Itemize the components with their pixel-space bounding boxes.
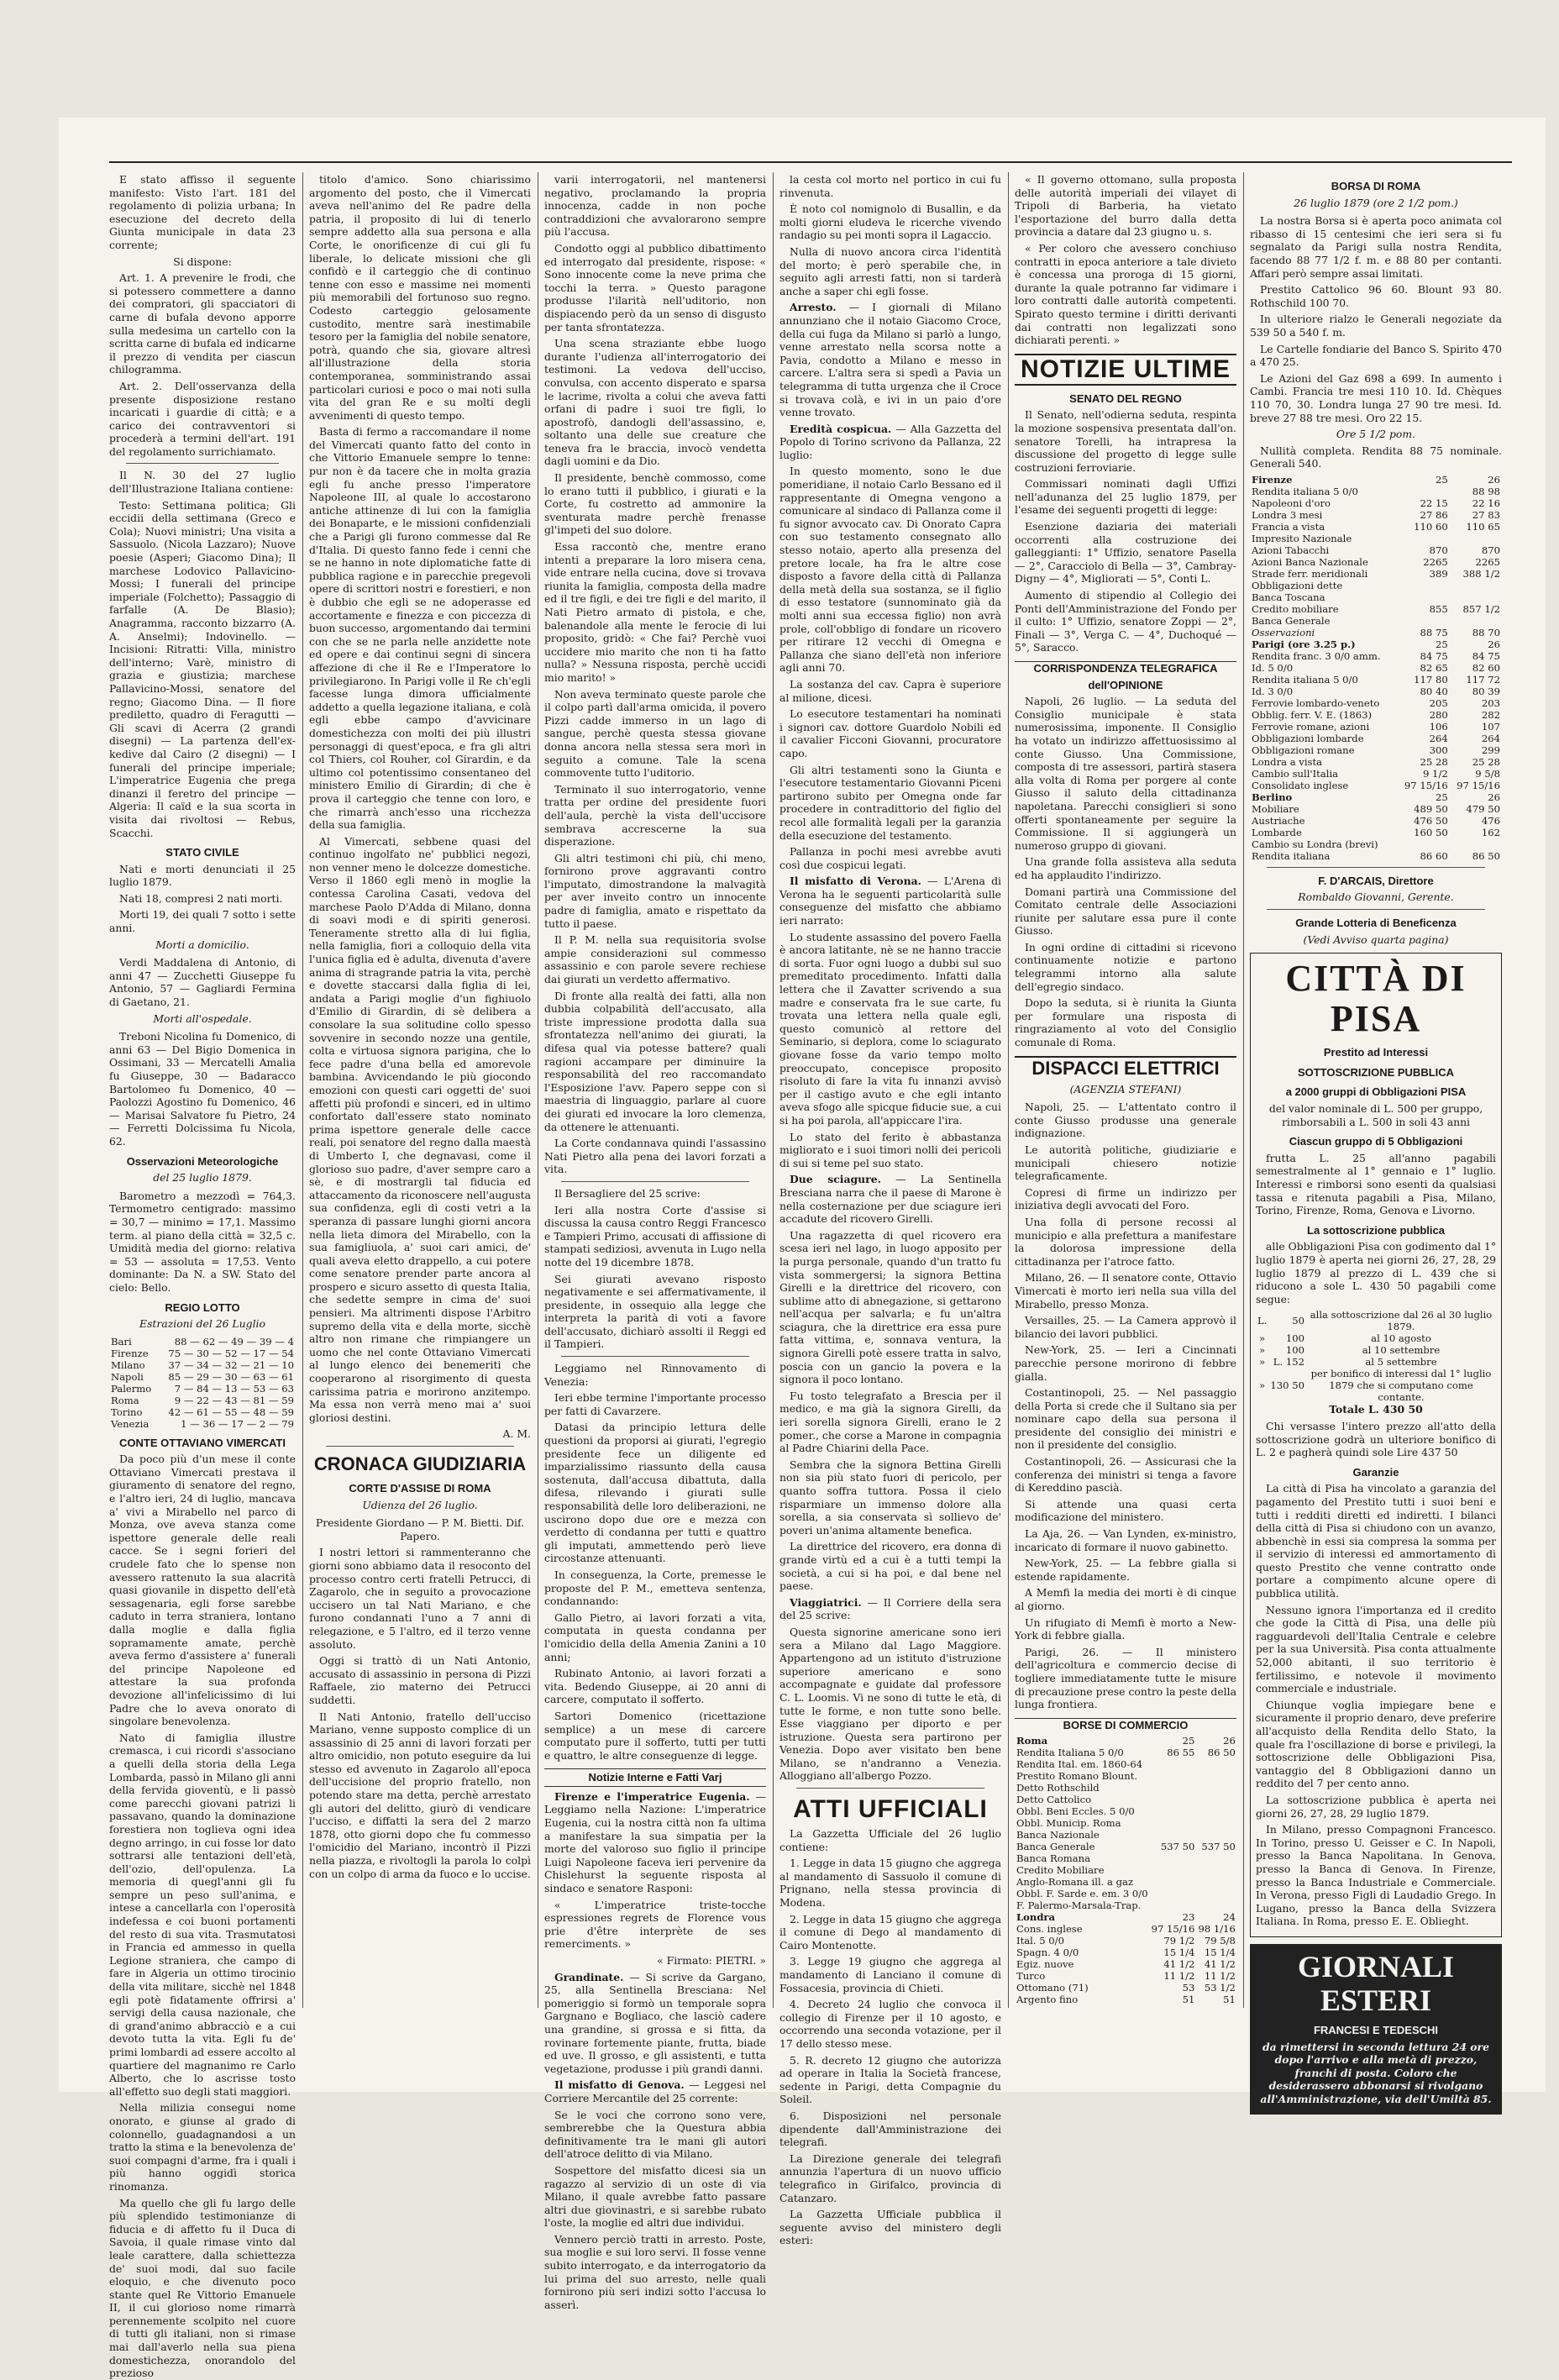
paragraph: Morti 19, dei quali 7 sotto i sette anni.	[109, 908, 296, 935]
paragraph: Da poco più d'un mese il conte Ottaviano Vimercati prestava il giuramento di senatore del regno, e l'altro ieri, 24 di luglio, mancava a' vivi a Mirabello nel parco di Monza, ove aveva stanza come ispettore generale delle reali cacce. Se i segni forieri del crudele fato che lo spense non avessero rattenuto la sua alacrità quasi giovanile in dispetto dell'età sessagenaria, egli forse sarebbe caduto in terra straniera, lontano dalla moglie e dalla figlia sopramamente amate, perchè aveva fermo d'assistere a' funerali del principe Napoleone ed attestare la sua profonda devozione all'infelicissimo di lui Padre che lo aveva onorato di singolare benevolenza.	[109, 1453, 296, 1728]
paragraph: — Leggiamo nella Nazione: L'imperatrice Eugenia, cui la nostra città non fa ultima a manifestare la sua simpatia per la morte del valoroso suo figlio il principe Luigi Napoleone faceva ieri pervenire da Chislehurst la seguente risposta al sindaco e senatore Rasponi:	[544, 1789, 766, 1895]
top-rule	[109, 161, 1512, 163]
paragraph: Si attende una quasi certa modificazione del ministero.	[1015, 1497, 1236, 1524]
paragraph: Di fronte alla realtà dei fatti, alla non dubbia colpabilità dell'accusato, alla triste impressione prodotta dalla sua sfrontatezza nell'animo dei giurati, la difesa qual via potesse battere? quali ragioni accampare per diminuire la responsabilità del reo raccomandato l'Esposizione l'avv. Papero seppe con sì maestria di linguaggio, parlare al cuore dei giurati ed invocare la loro clemenza, da ottenere le attenuanti.	[544, 989, 766, 1133]
table-row: Impresito Nazionale	[1252, 532, 1352, 544]
director-line: F. D'ARCAIS, Direttore	[1318, 874, 1434, 887]
paragraph: alle Obbligazioni Pisa con godimento dal 1° luglio 1879 è aperta nei giorni 26, 27, 28, 29 luglio 1879 al prezzo di L. 439 che si riducono a sole L. 430 50 pagabili come segue:	[1256, 1240, 1497, 1306]
paragraph: 3. Legge 19 giugno che aggrega al mandamento di Lanciano il comune di Fossacesia, provincia di Chieti.	[780, 1955, 1001, 1994]
section-heading: CRONACA GIUDIZIARIA	[313, 1453, 527, 1474]
paragraph: Gli altri testimoni chi più, chi meno, fornirono prove aggravanti contro l'imputato, dimostrandone la malvagità per aver inveito contro un innocente padre di famiglia, amato e rispettato da tutto il paese.	[544, 851, 766, 930]
section-heading: Notizie Interne e Fatti Varj	[544, 1768, 766, 1787]
paragraph: 1. Legge in data 15 giugno che aggrega al mandamento di Sassuolo il comune di Prignano, nella stessa provincia di Modena.	[780, 1857, 1001, 1910]
item-heading: Firenze e l'imperatrice Eugenia.	[554, 1789, 750, 1803]
table-row: Torino 42 — 61 — 55 — 48 — 59	[111, 1405, 294, 1418]
paragraph: frutta L. 25 all'anno pagabili semestralmente al 1° gennaio e 1° luglio. Interessi e rimborsi sono esenti da qualsiasi tassa e ritenuta pagabili a Pisa, Milano, Torino, Firenze, Roma, Genova e Livorno.	[1256, 1151, 1496, 1217]
paragraph: Le Azioni del Gaz 698 a 699. In aumento i Cambi. Francia tre mesi 110 10. Id. Chèques 110 70, 30. Londra lunga 27 90 tre mesi. Id. breve 27 88 tre mesi. Oro 22 15.	[1250, 371, 1502, 424]
table-row: Austriache 476 50 476	[1252, 814, 1500, 827]
section-heading: BORSA DI ROMA	[1331, 180, 1421, 192]
paragraph: Napoli, 26 luglio. — La seduta del Consiglio municipale è stata numerosissima, imponente. Il Consiglio ha votato un indirizzo affettuosissimo al conte Giusso. Una Commissione, composta di tre assessori, partirà stasera alla volta di Roma per porgere al conte Giusso il saluto della cittadinanza napoletana. Parecchi consiglieri si sono offerti spontaneamente per seguire la Commissione. Il si aggiungerà un numeroso gruppo di giovani.	[1015, 695, 1236, 852]
paragraph: Gallo Pietro, ai lavori forzati a vita, computata in questa condanna per l'omicidio della della Amenia Zanini a 10 anni;	[544, 1610, 766, 1663]
table-row: Spagn. 4 0/0 15 1/4 15 1/4	[1016, 1947, 1236, 1959]
column-1	[109, 173, 296, 2380]
paragraph: Art. 2. Dell'osservanza della presente disposizione restano incaricati i guardie di città; e a carico dei contravventori si procederà a termini dell'art. 191 del regolamento surrichiamato.	[109, 379, 296, 458]
item-heading: Il misfatto di Verona.	[790, 875, 921, 888]
paragraph: Esenzione daziaria dei materiali occorrenti alla costruzione dei galleggianti: 1° Uffizio, senatore Pasella — 2°, Caracciolo di Bella — 3°, Cambray-Digny — 4°, Migliorati — 5°, Conti L.	[1015, 520, 1236, 586]
paragraph: Si dispone:	[173, 255, 232, 268]
paragraph: Ma quello che gli fu largo delle più splendido testimonianze di fiducia e di affetto fu il Duca di Savoia, il quale rimase vinto dal leale carattere, dalla schiettezza de' suoi modi, dal suo facile eloquio, e che divenuto poco stante quel Re Vittorio Emanuele II, il cui glorioso nome rimarrà perennemente scolpito nel cuore di tutti gli italiani, non si rimase mai dall'averlo nella sua piena domestichezza, onorandolo del prezioso	[109, 2196, 296, 2380]
paragraph: La Corte condannava quindi l'assassino Nati Pietro alla pena dei lavori forzati a vita.	[544, 1137, 766, 1176]
paragraph: Il Bersagliere del 25 scrive:	[554, 1186, 701, 1200]
paragraph: Napoli, 25. — L'attentato contro il conte Giusso produsse una generale indignazione.	[1015, 1101, 1236, 1140]
table-row: Rendita Italiana 5 0/0 86 55 86 50	[1016, 1747, 1236, 1759]
subheading: dell'OPINIONE	[1088, 678, 1163, 691]
column-3	[544, 173, 766, 2311]
item-heading: Due sciagure.	[790, 1173, 881, 1186]
paragraph: New-York, 25. — La febbre gialla si estende rapidamente.	[1015, 1557, 1236, 1583]
table-row: Azioni Banca Nazionale 2265 2265	[1252, 555, 1500, 568]
paragraph: Una folla di persone recossi al municipio e alla prefettura a manifestare la dolorosa impressione della cittadinanza per l'atroce fatto.	[1015, 1215, 1236, 1268]
table-row: Cambio sull'Italia 9 1/2 9 5/8	[1252, 767, 1500, 780]
paragraph: Condotto oggi al pubblico dibattimento ed interrogato dal presidente, rispose: « Sono innocente come la neve prima che tocchi la terra. » Questo paragone produsse l'ilarità nell'uditorio, non dispiacendo però da un senso di disgusto per tanta sfrontatezza.	[544, 241, 766, 334]
section-heading: REGIO LOTTO	[165, 1300, 240, 1314]
paragraph: Commissari nominati dagli Uffizi nell'adunanza del 25 luglio 1879, per l'esame dei seguenti progetti di legge:	[1015, 477, 1236, 517]
subheading: 26 luglio 1879 (ore 2 1/2 pom.)	[1294, 196, 1458, 209]
giornali-title: GIORNALI ESTERI	[1297, 1949, 1455, 2017]
paragraph: La nostra Borsa si è aperta poco animata col ribasso di 15 centesimi che ieri sera si fu segnalato da Parigi sulla nostra Rendita, facendo 88 77 1/2 f. m. e 88 80 per contanti. Affari però sempre assai limitati.	[1250, 214, 1502, 280]
column-rule	[1243, 172, 1244, 2008]
paragraph: In ulteriore rialzo le Generali negoziate da 539 50 a 540 f. m.	[1250, 313, 1502, 339]
paragraph: La Gazzetta Ufficiale pubblica il seguente avviso del ministero degli esteri:	[780, 2208, 1001, 2247]
section-heading: STATO CIVILE	[165, 846, 239, 859]
divider	[1267, 867, 1485, 868]
pisa-line: Ciascun gruppo di 5 Obbligazioni	[1289, 1135, 1463, 1148]
paragraph: Nato di famiglia illustre cremasca, i cui ricordi s'associano a quelli della storia della Lega Lombarda, passò in Milano gli anni della fervida gioventù, e li passò come parecchi giovani patrizi li passavano, quando la dominazione forestiera non toglieva ogni idea degno arringo, in cui fosse lor dato sottrarsi alle tentazioni dell'età, dell'ozio, dell'opulenza. La memoria di quegl'anni gli fu sempre un peso sull'anima, e intese a cancellarla con l'operosità indefessa e coi buoni portamenti del resto di sua vita. Trasmutatosi in Francia ed ammesso in quella Legione straniera, che campo di fare in Algeria un ottimo tirocinio della vita militare, sicchè nel 1848 egli potè fidatamente offrirsi a' servigi della causa nazionale, che di grand'animo abbracciò e a cui devoto tutta la vita. Egli fu de' primi lombardi ad essere accolto al quartiere del magnanimo re Carlo Alberto, che lo ascrisse tosto all'effetto suo degli stati maggiori.	[109, 1731, 296, 2098]
paragraph: « Firmato: PIETRI. »	[657, 1954, 766, 1967]
table-row: » 100 al 10 settembre	[1259, 1344, 1441, 1357]
paragraph: La sottoscrizione pubblica è aperta nei giorni 26, 27, 28, 29 luglio 1879.	[1256, 1793, 1496, 1820]
paragraph: Se le voci che corrono sono vere, sembrerebbe che la Questura abbia definitivamente tra le mani gli autori dell'atroce delitto di via Milano.	[544, 2108, 766, 2161]
paragraph: Presidente Giordano — P. M. Bietti. Dif. Papero.	[315, 1516, 525, 1542]
paragraph: Versailles, 25. — La Camera approvò il bilancio dei lavori pubblici.	[1015, 1314, 1236, 1340]
table-row: Venezia 1 — 36 — 17 — 2 — 79	[111, 1417, 294, 1430]
paragraph: Sembra che la signora Bettina Girelli non sia più stato fuori di pericolo, per quanto soffra tuttora. Possa il cielo risparmiare un immenso dolore alla sorella, a sia conservata sì sollievo de' poveri un'anima altamente benefica.	[780, 1458, 1001, 1537]
paragraph: Oggi si trattò di un Nati Antonio, accusato di assassinio in persona di Pizzi Raffaele, zio materno dei Petrucci suddetti.	[309, 1654, 531, 1706]
paragraph: 2. Legge in data 15 giugno che aggrega il comune di Dego al mandamento di Cairo Montenotte.	[780, 1912, 1001, 1952]
section-heading: Osservazioni Meteorologiche	[126, 1154, 279, 1168]
paragraph: — L'Arena di Verona ha le seguenti particolarità sulle conseguenze del misfatto che abbiamo ieri narrato:	[780, 875, 1001, 927]
divider	[326, 1446, 514, 1447]
pisa-payment-table	[1256, 1309, 1496, 1403]
paragraph: Lo studente assassino del povero Faella è ancora latitante, nè se ne hanno traccie di sorta. Fuor ogni luogo a dubbi sul suo premeditato procedimento. Infatti dalla lettera che il Zavatter scrivendo a sua madre e conservata fra le sue carte, fu trovata una lettera nella quale egli, questo comunicò al rettore del Seminario, si deplora, come lo sciagurato giovane fosse da vario tempo molto preoccupato, concepisce proposito risoluto di fare la vita fu innanzi avvisò per il castigo avuto e che egli intanto aveva sfogo alle spicque fiducie sue, a cui si ha poi parola, all'appiccare l'ira.	[780, 930, 1001, 1127]
paragraph: Sei giurati avevano risposto negativamente e sei affermativamente, il presidente, in ossequio alla legge che interpreta la parità di voti a favore dell'accusato, dichiarò assolti il Reggi ed il Tampieri.	[544, 1272, 766, 1351]
table-row: Ottomano (71) 53 53 1/2	[1016, 1982, 1236, 1994]
paragraph: La Direzione generale dei telegrafi annunzia l'apertura di un nuovo ufficio telegrafico in Girifalco, provincia di Catanzaro.	[780, 2151, 1001, 2204]
pisa-title: CITTÀ DI PISA	[1285, 958, 1467, 1040]
paragraph: « Per coloro che avessero conchiuso contratti in epoca anteriore a tale divieto è concessa una proroga di 15 giorni, durante la quale potranno far vidimare i loro contratti dalle autorità competenti. Spirato questo termine i diritti derivanti dai contratti non legalizzati sono dichiarati perenti. »	[1015, 241, 1236, 347]
paragraph: Nella milizia consegui nome onorato, e giunse al grado di colonnello, guadagnandosi a un tratto la stima e la benevolenza de' suoi compagni d'arme, fra i quali i più hanno oggidì storica rinomanza.	[109, 2101, 296, 2193]
item-heading: Viaggiatrici.	[790, 1595, 862, 1609]
paragraph: titolo d'amico. Sono chiarissimo argomento del posto, che il Vimercati aveva nell'animo del Re padre della patria, il proposito di lui di tenerlo sempre addetto alla sua persona e alla Corte, le onorificenze di cui gli fu liberale, lo delicate missioni che gli confidò e il carteggio che di continuo tenne con esso e massime nei momenti più memorabili del fortunoso suo regno. Codesto carteggio gelosamente custodito, mentre sarà inestimabile tesoro per la famiglia del nobile senatore, potrà, quando che sia, giovare altresì all'illustrazione della storia contemporanea, somministrando assai particolari curiosi e poco o mai noti sulla vita del gran Re e su molti degli avvenimenti di questo tempo.	[309, 173, 531, 422]
giornali-subtitle: FRANCESI E TEDESCHI	[1313, 2023, 1439, 2036]
paragraph: Le Cartelle fondiarie del Banco S. Spirito 470 a 470 25.	[1250, 342, 1502, 369]
paragraph: Verdi Maddalena di Antonio, di anni 47 — Zucchetti Giuseppe fu Antonio, 57 — Gagliardi Fermina di Gaetano, 21.	[109, 956, 296, 1009]
table-row: Prestito Romano Blount.	[1016, 1770, 1138, 1783]
table-row: Obbligazioni romane 300 299	[1252, 743, 1500, 756]
table-row: » 130 50 per bonifico di interessi dal 1° luglio 1879 che si computano come contante.	[1259, 1368, 1492, 1404]
item-heading: Eredità cospicua.	[790, 422, 892, 435]
paragraph: La Aja, 26. — Van Lynden, ex-ministro, incaricato di formare il nuovo gabinetto.	[1015, 1527, 1236, 1553]
paragraph: Non aveva terminato queste parole che il colpo partì dall'arma omicida, il povero Pizzi cadde immerso in un lago di sangue, perchè questa stessa giovane donna ancora nella stessa sera morì in seguito a comune. Tale la scena commovente tutto l'uditorio.	[544, 687, 766, 780]
paragraph: — La Sentinella Bresciana narra che il paese di Marone è nella costernazione per due sciagure ieri accadute del ricovero Girelli.	[780, 1173, 1001, 1226]
paragraph: Una ragazzetta di quel ricovero era scesa ieri nel lago, in luogo apposito per la purga personale, quando d'un tratto fu vista sommergersi; la signora Bettina Girelli e la direttrice del ricovero, con sublime atto di abnegazione, si gettarono nell'acqua per salvarla; e fu un'altra sciagura, che la direttrice era essa pure fatta vittima, e, sonnava ventura, la signora Girelli potè essere tratta in salvo, poscia con un gancio la povera e la signora il poco lontano.	[780, 1228, 1001, 1386]
table-row: Id. 5 0/0 82 65 82 60	[1252, 661, 1500, 674]
subheading: (AGENZIA STEFANI)	[1069, 1082, 1182, 1095]
paragraph: I nostri lettori si rammenteranno che giorni sono abbiamo data il resoconto del processo contro certi fratelli Petrucci, di Zagarolo, che in seguito a provocazione uccisero un tal Nati Mariano, e che furono condannati l'uno a 7 anni di relegazione, e 5 l'altro, ed il terzo venne assoluto.	[309, 1546, 531, 1651]
newspaper-page	[59, 118, 1546, 2380]
table-row: Francia a vista 110 60 110 65	[1252, 520, 1500, 533]
paragraph: Milano, 26. — Il senatore conte, Ottavio Vimercati è morto ieri nella sua villa del Mirabello, presso Monza.	[1015, 1271, 1236, 1311]
divider	[796, 1788, 984, 1789]
paragraph: Un rifugiato di Memfi è morto a New-York di febbre gialla.	[1015, 1616, 1236, 1642]
column-4	[780, 173, 1001, 2247]
table-row: Cambio su Londra (brevi)	[1252, 838, 1378, 850]
table-row: Credito Mobiliare	[1016, 1864, 1105, 1877]
paragraph: 4. Decreto 24 luglio che convoca il collegio di Firenze per il 10 agosto, e occorrendo una seconda votazione, per il 17 dello stesso mese.	[780, 1998, 1001, 2050]
divider	[561, 1181, 749, 1182]
paragraph: Art. 1. A prevenire le frodi, che si potessero commettere a danno dei compratori, gli spacciatori di carne di bufala devono apporre sulla medesima un cartello con la scritta carne di bufala ed indicarne il prezzo di vendita per ciascun chilogramma.	[109, 271, 296, 376]
paragraph: da rimettersi in seconda lettura 24 ore dopo l'arrivo e alla metà di prezzo, franchi di posta. Coloro che desiderassero abbonarsi si rivolgano all'Amministrazione, via dell'Umiltà 85.	[1260, 2040, 1492, 2105]
table-row: Roma 9 — 22 — 43 — 81 — 59	[111, 1394, 294, 1406]
table-row: Palermo 7 — 84 — 13 — 53 — 63	[111, 1382, 294, 1395]
table-header: Parigi (ore 3.25 p.) 25 26	[1252, 638, 1500, 650]
column-rule	[1008, 172, 1009, 2008]
table-row: Obblig. ferr. V. E. (1863) 280 282	[1252, 708, 1500, 721]
paragraph: Treboni Nicolina fu Domenico, di anni 63 — Del Bigio Domenica in Ossimani, 33 — Mercatelli Amalia fu Giuseppe, 30 — Badaracco Bartolomeo fu Domenico, 40 — Paolozzi Agostino fu Domenico, 46 — Marisai Salvatore fu Pietro, 24 — Ferretti Dolcissima fu Nicola, 62.	[109, 1030, 296, 1148]
giornali-ad	[1250, 1944, 1502, 2115]
table-row: F. Palermo-Marsala-Trap.	[1016, 1899, 1142, 1912]
table-row: Banca Nazionale	[1016, 1829, 1100, 1841]
table-row: Lombarde 160 50 162	[1252, 826, 1500, 838]
paragraph: Il presidente, benchè commosso, come lo erano tutti il pubblico, i giurati e la Corte, fu costretto ad ammonire la sventurata madre perchè frenasse gl'impeti del suo dolore.	[544, 471, 766, 537]
divider	[561, 1356, 749, 1357]
pisa-line: La sottoscrizione pubblica	[1307, 1223, 1445, 1237]
paragraph: Lo esecutore testamentari ha nominati i signori cav. dottore Guardolo Nobili ed il cavalier Ficconi Giovanni, procuratore capo.	[780, 707, 1001, 759]
pisa-ad	[1250, 953, 1502, 1937]
subheading: CORTE D'ASSISE DI ROMA	[349, 1482, 491, 1495]
subheading: Udienza del 26 luglio.	[362, 1498, 478, 1511]
subheading: Estrazioni del 26 Luglio	[139, 1317, 265, 1331]
gerente-line: Rombaldo Giovanni, Gerente.	[1298, 891, 1454, 904]
paragraph: Copresi di firme un indirizzo per iniziativa degli avvocati del Foro.	[1015, 1185, 1236, 1212]
paragraph: Questa signorine americane sono ieri sera a Milano dal Lago Maggiore. Appartengono ad un istituto d'istruzione superiore americano e sono accompagnate e guidate dal professore C. L. Loomis. Vi ne sono di tutte le età, di tutte le forme, e non tutte sono belle. Esse viaggiano per diporto e per istruzione. Questa sera partirono per Venezia. Dopo aver visitato ben bene Milano, se n'andranno a Venezia. Alloggiano all'albergo Pozzo.	[780, 1625, 1001, 1783]
paragraph: la cesta col morto nel portico in cui fu rinvenuta.	[780, 173, 1001, 199]
table-row: Ital. 5 0/0 79 1/2 79 5/8	[1016, 1935, 1236, 1947]
paragraph: Ore 5 1/2 pom.	[1336, 428, 1416, 441]
table-row: Banca Romana	[1016, 1852, 1090, 1865]
paragraph: Una scena straziante ebbe luogo durante l'udienza all'interrogatorio dei testimoni. La vedova dell'ucciso, convulsa, con accento disperato e sparsa le lacrime, rivolta a colui che aveva fatti orfani di padre i suoi tre figli, lo apostrofò, dandogli dell'assassino, e, soltanto una delle sue creature che teneva fra le braccia, invocò vendetta dagli uomini e da Dio.	[544, 337, 766, 468]
paragraph: A Memfi la media dei morti è di cinque al giorno.	[1015, 1586, 1236, 1612]
table-row: Detto Cattolico	[1016, 1794, 1092, 1806]
paragraph: Al Vimercati, sebbene quasi del continuo ingolfato ne' pubblici negozi, non venner meno le dolcezze domestiche. Verso il 1860 egli menò in moglie la contessa Carolina Casati, vedova del marchese Paolo D'Adda di Milano, donna di soavi modi e di spiriti generosi. Teneramente stretto alla di lui figlia, nella famiglia, fiori a colloquio della vita l'unica figlia ed è adulta, divenuta d'avere anima di stragrande patria la vita, perchè e dovette staccarsi dalla figlia di lei, andata a Parigi moglie d'un fighiuolo d'Emilio di Girardin, di sè delibera a consolare la sua solitudine collo spesso sovvenire in secondo nozze una gentile, colta e virtuosa signora parigina, che lo fece padre d'una bella ed amorevole bambina. Avvicendando le più giocondo emozioni con questi cari oggetti de' suoi affetti più profondi e sinceri, ed in ultimo confortato dall'essere stato nominato prima ispettore generale delle cacce reali, poi senatore del regno dalla maestà di Umberto I, che degnavasi, come il glorioso suo padre, d'aver sempre caro a sè, e di mostrargli tal fiducia ed attaccamento da riconoscere nell'augusta sua confidenza, egli di costi vetri a la speranza di passare lunghi giorni ancora nella lieta dimora del Mirabello, con la sua famigliuola, a' suoi cari amici, de' quali aveva eletto drappello, a cui potere come senatore prender parte ancora al prospero e sicuro assetto di questa Italia, che sedette sempre in cima de' suoi pensieri. Ma altrimenti dispose l'Arbitro supremo della vita e della morte, sicchè altro non rimane che rimpiangere un uomo che nel conte Ottaviano Vimercati al lungo elenco dei benemeriti che cooperarono al risorgimento di questa carissima patria e morirono anzitempo. Ma essa non verrà meno mai a' suoi gloriosi destini.	[309, 834, 531, 1424]
paragraph: Essa raccontò che, mentre erano intenti a preparare la loro misera cena, vide entrare nella cucina, dove si trovava riunita la famiglia, composta della madre ed il tre figli, e dei tre figli e del marito, il Nati Pietro armato di pistola, e che, balenandole alla mente le ferocie di lui proposito, gridò: « Che fai? Perchè vuoi uccidere mio marito che non ti ha fatto nulla? » Nessuna risposta, perchè uccidi mio marito! »	[544, 540, 766, 684]
table-header: Berlino 25 26	[1252, 791, 1500, 803]
paragraph: New-York, 25. — Ieri a Cincinnati parecchie persone morirono di febbre gialla.	[1015, 1343, 1236, 1383]
table-row: Ferrovie romane, azioni 106 107	[1252, 720, 1500, 733]
column-rule	[302, 172, 303, 2008]
paragraph: Il Senato, nell'odierna seduta, respinta la mozione sospensiva presentata dall'on. senatore Torelli, ha intrapresa la discussione del progetto di legge sulle costruzioni ferroviarie.	[1015, 408, 1236, 474]
subheading: del 25 luglio 1879.	[153, 1171, 252, 1185]
paragraph: E stato affisso il seguente manifesto: Visto l'art. 181 del regolamento di polizia urbana; In esecuzione del decreto della Giunta municipale in data 23 corrente;	[109, 173, 296, 251]
paragraph: È noto col nomignolo di Busallin, e da molti giorni eludeva le ricerche vivendo randagio su pei monti sopra il Lagaccio.	[780, 202, 1001, 242]
paragraph: « L'imperatrice triste-tocche espressiones regrets de Florence vous prie d'être interprète de ses remerciments. »	[544, 1898, 766, 1951]
table-row: Milano 37 — 34 — 32 — 21 — 10	[111, 1358, 294, 1371]
table-row: L. 50 alla sottoscrizione dal 26 al 30 luglio 1879.	[1257, 1309, 1493, 1333]
paragraph: Dopo la seduta, si è riunita la Giunta per formulare una risposta di ringraziamento al voto del Consiglio comunale di Roma.	[1015, 996, 1236, 1049]
paragraph: 6. Disposizioni nel personale dipendente dall'Amministrazione dei telegrafi.	[780, 2109, 1001, 2149]
column-5	[1015, 173, 1236, 2006]
table-row: Rendita italiana 5 0/0 88 98	[1252, 485, 1500, 497]
section-heading: ATTI UFFICIALI	[793, 1795, 988, 1824]
paragraph: Leggiamo nel Rinnovamento di Venezia:	[544, 1362, 766, 1388]
table-row: Rendita Ital. em. 1860-64	[1016, 1758, 1143, 1771]
paragraph: — Leggesi nel Corriere Mercantile del 25 corrente:	[544, 2078, 766, 2104]
paragraph: — Il Corriere della sera del 25 scrive:	[780, 1595, 1001, 1622]
paragraph: Il P. M. nella sua requisitoria svolse ampie considerazioni sul commesso assassinio e con parole severe rechiese dai giurati un verdetto affermativo.	[544, 933, 766, 986]
table-row: Argento fino 51 51	[1016, 1994, 1236, 2006]
paragraph: La direttrice del ricovero, era donna di grande virtù ed a cui è a tutti tempi la società, a cui si ha poi, e dal bene nel paese.	[780, 1540, 1001, 1593]
column-rule	[773, 172, 774, 2008]
paragraph: Il N. 30 del 27 luglio dell'Illustrazione Italiana contiene:	[109, 469, 296, 496]
paragraph: Pallanza in pochi mesi avrebbe avuti così due cospicui legati.	[780, 845, 1001, 871]
table-row: Id. 3 0/0 80 40 80 39	[1252, 685, 1500, 697]
table-row: Cons. inglese 97 15/16 98 1/16	[1016, 1923, 1236, 1936]
pisa-line: Garanzie	[1352, 1465, 1399, 1479]
paragraph: Ieri alla nostra Corte d'assise si discussa la causa contro Reggi Francesco e Tampieri Primo, accusati di affissione di stampati sediziosi, avvenuta in Lugo nella notte del 19 dicembre 1878.	[544, 1203, 766, 1269]
table-row: Napoli 85 — 29 — 30 — 63 — 61	[111, 1370, 294, 1383]
paragraph: Gli altri testamenti sono la Giunta e l'esecutore testamentario Giovanni Piceni partirono subito per Omegna onde far procedere in contradittorio del figlio del recol alle formalità legali per la garanzia della esecuzione del testamento.	[780, 763, 1001, 842]
paragraph: varii interrogatorii, nel mantenersi negativo, proclamando la propria innocenza, cadde in non poche contraddizioni che avvalorarono sempre più l'accusa.	[544, 173, 766, 239]
paragraph: Il Nati Antonio, fratello dell'ucciso Mariano, venne supposto complice di un assassinio di 25 anni di lavori forzati per altro omicidio, non potuto eseguire da lui stesso ed avvenuto in Zagarolo all'epoca dell'uccisione del proprio fratello, non potendo stare ma detta, perchè arrestato gli autori del delitto, giurò di vendicare l'ucciso, e diffatti la sera del 2 marzo 1878, otto giorni dopo che fu commesso l'omicidio del Mariano, incontrò il Pizzi nella piazza, e rivoltogli la parola lo colpì con un colpo di arma da fuoco e lo uccise.	[309, 1710, 531, 1880]
paragraph: Chi versasse l'intero prezzo all'atto della sottoscrizione godrà un ulteriore bonifico di L. 2 e pagherà quindi sole Lire 437 50	[1256, 1419, 1496, 1459]
table-row: Obbl. Beni Eccles. 5 0/0	[1016, 1805, 1135, 1818]
table-row: » L. 152 al 5 settembre	[1259, 1356, 1437, 1369]
subheading: Morti a domicilio.	[155, 938, 249, 951]
paragraph: Nessuno ignora l'importanza ed il credito che gode la Città di Pisa, una delle più ragguardevoli dell'Italia Centrale e celebre per la sua Università. Pisa conta attualmente 52,000 abitanti, il suo territorio è fertilissimo, e notevole il movimento commerciale e industriale.	[1256, 1603, 1496, 1695]
table-row: Azioni Tabacchi 870 870	[1252, 544, 1500, 556]
paragraph: Nulla di nuovo ancora circa l'identità del morto; è però sperabile che, in seguito agli arresti fatti, non si tarderà anche a saper chi egli fosse.	[780, 244, 1001, 297]
paragraph: Ieri ebbe termine l'importante processo per fatti di Cavarzere.	[544, 1391, 766, 1417]
paragraph: Fu tosto telegrafato a Brescia per il medico, e ma già la signora Girelli, da ieri sorella signora Girelli, erano le 2 pomer., che corse a Marone in compagnia al Padre Chiarini della Pace.	[780, 1389, 1001, 1455]
paragraph: In questo momento, sono le due pomeridiane, il notaio Carlo Bessano ed il rappresentante di Omegna vengono a comunicare al sindaco di Pallanza come il fu signor avvocato cav. Di Onorato Capra con suo testamento consegnato allo stesso notaio, aperto alla presenza del pretore locale, ha fra le altre cose disposto a favore della città di Pallanza della metà della sua sostanza, se il figlio di esso testatore (sunnominato già da molti anni sua eccessa figlio) non avrà prole, coll'obbligo di fondare un ricovero per ritirare 12 vecchi di Omegna e Pallanza che siano dell'età non inferiore agli anni 70.	[780, 465, 1001, 675]
paragraph: In Milano, presso Compagnoni Francesco. In Torino, presso U. Geisser e C. In Napoli, presso la Banca Napolitana. In Genova, presso la Banca di Genova. In Firenze, presso la Banca Industriale e Commerciale. In Verona, presso Figli di Laudadio Grego. In Lugano, presso la Banca della Svizzera Italiana. In Roma, presso E. E. Oblieght.	[1256, 1823, 1496, 1928]
divider	[126, 463, 279, 464]
paragraph: « Il governo ottomano, sulla proposta delle autorità imperiali dei vilayet di Tripoli di Barberia, ha vietato l'esportazione del burro dalla detta provincia a datare dal 23 giugno u. s.	[1015, 173, 1236, 239]
table-row: Londra a vista 25 28 25 28	[1252, 755, 1500, 768]
table-row: Anglo-Romana ill. a gaz	[1016, 1876, 1134, 1889]
paragraph: Sospettore del misfatto dicesi sia un ragazzo al servizio di un oste di via Milano, il quale avrebbe fatto passare altri due giovinastri, e si sarebbe rubato l'oste, la moglie ed altri due individui.	[544, 2163, 766, 2230]
paragraph: Le autorità politiche, giudiziarie e municipali chiesero notizie telegraficamente.	[1015, 1143, 1236, 1183]
table-header: Roma 25 26	[1016, 1735, 1236, 1747]
paragraph: Rubinato Antonio, ai lavori forzati a vita. Bedendo Giuseppe, ai 20 anni di carcere, computato il sofferto.	[544, 1667, 766, 1706]
paragraph: In ogni ordine di cittadini si ricevono continuamente notizie e partono telegrammi intorno alla salute dell'egregio sindaco.	[1015, 940, 1236, 993]
signature: A. M.	[502, 1427, 531, 1441]
paragraph: — Alla Gazzetta del Popolo di Torino scrivono da Pallanza, 22 luglio:	[780, 422, 1001, 461]
paragraph: Testo: Settimana politica; Gli eccidii della settimana (Greco e Cola); Nuovi ministri; Una visita a Sassuolo. (Nicola Lazzaro); Nuove poesie (Asperi; Giacomo Dina); Il marchese Lodovico Pallavicino-Mossi; I funerali del principe imperiale (Folchetto); Passaggio di farfalle (A. De Blasio); Anagramma, racconto bizzarro (A. A. Anselmi); Indovinello. — Incisioni: Ritratti: Villa, ministro dell'interno; Varè, ministro di grazia e giustizia; marchese Pallavicino-Mossi, senatore del regno; Giacomo Dina. — Il fiore prediletto, quadro di Feragutti — Gli scavi di Acerra (2 grandi disegni) — La partenza dell'ex-kedive dal Cairo (2 disegni) — I funerali del principe imperiale; L'imperatrice Eugenia che prega dinanzi il feretro del principe — Algeria: Il caïd e la sua scorta in visita dai rivoltosi — Rebus, Scacchi.	[109, 498, 296, 839]
table-row: Obbl. F. Sarde e. em. 3 0/0	[1016, 1888, 1148, 1900]
table-header: Firenze 25 26	[1252, 473, 1500, 486]
table-row: Egiz. nuove 41 1/2 41 1/2	[1016, 1958, 1236, 1971]
paragraph: Terminato il suo interrogatorio, venne tratta per ordine del presidente fuori dell'aula, perchè la vista dell'uccisore sembrava accrescerne la sua disperazione.	[544, 782, 766, 848]
pisa-subtitle: Prestito ad Interessi	[1323, 1046, 1429, 1059]
paragraph: Parigi, 26. — Il ministero dell'agricoltura e commercio decise di togliere immediatamente tutte le misure di precauzione prese contro la peste della lunga frontiera.	[1015, 1645, 1236, 1711]
table-row: Ferrovie lombardo-veneto 205 203	[1252, 696, 1500, 709]
paragraph: Nati 18, compresi 2 nati morti.	[119, 891, 283, 905]
table-row: Obbl. Municip. Roma	[1016, 1817, 1121, 1830]
paragraph: — Si scrive da Gargano, 25, alla Sentinella Bresciana: Nel pomeriggio si formò un temporale sopra Gargnano e Bogliaco, che lasciò cadere una grandine, si grossa e si fitta, da rovinare fortemente piante, frutta, biade ed uve. Il grosso, e gli assistenti, e tutta vegetazione, produsse i più grandi danni.	[544, 1970, 766, 2075]
table-row: Rendita franc. 3 0/0 amm. 84 75 84 75	[1252, 649, 1500, 662]
table-row: Napoleoni d'oro 22 15 22 16	[1252, 496, 1500, 509]
table-row: » 100 al 10 agosto	[1259, 1332, 1431, 1345]
paragraph: Nati e morti denunciati il 25 luglio 1879.	[109, 862, 296, 889]
paragraph: Datasi da principio lettura delle questioni da proporsi ai giurati, l'egregio presidente fece un diligente ed imparzialissimo riassunto della causa sostenuta, dall'accusa dibattuta, dalla difesa, rilevando i giurati sulle responsabilità delle loro deliberazioni, ne uscirono dopo due ore e mezza con verdetto di condanna per tutti e quattro gli imputati, ammettendo però lieve circostanze attenuanti.	[544, 1421, 766, 1565]
paragraph: Domani partirà una Commissione del Comitato centrale delle Associazioni riunite per salutare essa pure il conte Giusso.	[1015, 885, 1236, 938]
table-row: Credito mobiliare 855 857 1/2	[1252, 602, 1500, 615]
paragraph: Costantinopoli, 26. — Assicurasi che la conferenza dei ministri si tenga a favore di Kereddino pascià.	[1015, 1455, 1236, 1495]
table-row: Turco 11 1/2 11 1/2	[1016, 1970, 1236, 1983]
table-row: Detto Rothschild	[1016, 1782, 1100, 1794]
pisa-line: SOTTOSCRIZIONE PUBBLICA	[1297, 1065, 1455, 1079]
paragraph: La città di Pisa ha vincolato a garanzia del pagamento del Prestito tutti i suoi beni e tutti i redditi diretti ed indiretti. I bilanci della città di Pisa si chiudono con un avanzo, abbenchè in essi sia compresa la somma per il servizio di interessi ed ammortamento di questo Prestito che venne contratto onde portare a compimento alcune opere di pubblica utilità.	[1256, 1482, 1496, 1600]
paragraph: Prestito Cattolico 96 60. Blount 93 80. Rothschild 100 70.	[1250, 283, 1502, 309]
paragraph: La sostanza del cav. Capra è superiore al milione, dicesi.	[780, 677, 1001, 704]
paragraph: Nullità completa. Rendita 88 75 nominale. Generali 540.	[1250, 444, 1502, 470]
table-row: Banca Generale 537 50 537 50	[1016, 1841, 1236, 1853]
paragraph: Totale L. 430 50	[1329, 1403, 1423, 1416]
paragraph: Basta di fermo a raccomandare il nome del Vimercati quanto fatto del conto in che Vittorio Emanuele sempre lo tenne: pur non è da tacere che in molta grazia egli fu anche presso l'imperatore Napoleone III, al quale lo accostarono antiche attinenze di lui con la famiglia dei Bonaparte, e le missioni confidenziali che a Parigi gli furono commesse dal Re d'Italia. Di questo fanno fede i cenni che se ne hanno in note diplomatiche fatte di pubblica ragione e in parecchie pregevoli opere di scrittori nostri e forestieri, e non è dubbio che egli se ne adoperasse ed accortamente e finezza e con piccezza di buon successo, argomentando dai termini con che se ne parla nelle anzidette note ed opere e dai continui segni di sincera affezione di che il Re e l'Imperatore lo privilegiarono. In Parigi volle il Re ch'egli facesse lunga dimora ufficialmente addetto a quella legazione italiana, e colà egli ebbe campo d'avvicinare domestichezza con molti dei più illustri personaggi di quest'epoca, e fra gli altri col Thiers, col Rouher, col Girardin, e da ultimo col potentissimo consentaneo del ministero Emilio di Girardin; di che è prova il carteggio che tenne con loro, e che rimarrà anch'esso una ricchezza della sua famiglia.	[309, 425, 531, 832]
paragraph: Sartori Domenico (ricettazione semplice) a un mese di carcere computato pure il sofferto, tutti per tutti e quattro, le altre conseguenze di legge.	[544, 1709, 766, 1762]
item-heading: Arresto.	[790, 301, 837, 314]
table-header: Londra 23 24	[1016, 1911, 1236, 1924]
table-row: Bari 88 — 62 — 49 — 39 — 4	[111, 1335, 294, 1348]
lotteria-subheading: (Vedi Avviso quarta pagina)	[1303, 933, 1449, 946]
table-row: Banca Generale	[1252, 614, 1331, 627]
paragraph: La Gazzetta Ufficiale del 26 luglio contiene:	[780, 1827, 1001, 1853]
borse-table	[1015, 1735, 1237, 2005]
table-row: Obbligazioni lombarde 264 264	[1252, 732, 1500, 744]
paragraph: Aumento di stipendio al Collegio dei Ponti dell'Amministrazione del Fondo per il culto: 1° Uffizio, senatore Zoppi — 2°, Finali — 3°, Verga C. — 4°, Duchoqué — 5°, Saracco.	[1015, 589, 1236, 654]
pisa-line: a 2000 gruppi di Obbligazioni PISA	[1285, 1085, 1467, 1099]
table-row: Rendita italiana 5 0/0 117 80 117 72	[1252, 673, 1500, 686]
section-heading: DISPACCI ELETTRICI	[1015, 1056, 1236, 1080]
table-row: Banca Toscana	[1252, 591, 1325, 603]
table-row: Osservazioni 88 75 88 70	[1252, 626, 1500, 638]
paragraph: Chiunque voglia impiegare bene e sicuramente il proprio denaro, deve preferire all'acquisto della Rendita dello Stato, la quale fra l'oscillazione di borse e privilegi, la sottoscrizione delle Obbligazioni Pisa, vantaggio del 8 Obbligazioni danno un reddito del 7 per cento anno.	[1256, 1698, 1496, 1790]
subheading: SENATO DEL REGNO	[1069, 391, 1182, 405]
section-heading: NOTIZIE ULTIME	[1015, 354, 1236, 386]
table-row: Rendita italiana 86 60 86 50	[1252, 849, 1500, 862]
paragraph: Vennero perciò tratti in arresto. Poste, sua moglie e sui loro servi. Il fosse venne subito interrogato, e da interrogatorio da lui prima del suo arresto, nelle quali fornirono più seri indizi sotto l'accusa lo asserì.	[544, 2232, 766, 2311]
paragraph: — I giornali di Milano annunziano che il notaio Giacomo Croce, della cui fuga da Milano si parlò a lungo, venne arrestato nella scorsa notte a Pavia, condotto a Milano e messo in carcere. L'altra sera si spedì a Pavia un telegramma di tutta urgenza che il Croce si trovava colà, e ivi in un paio d'ore venne trovato.	[780, 301, 1001, 419]
paragraph: Una grande folla assisteva alla seduta ed ha applaudito l'indirizzo.	[1015, 855, 1236, 881]
column-6	[1250, 173, 1502, 2105]
table-row: Strade ferr. meridionali 389 388 1/2	[1252, 567, 1500, 580]
paragraph: 5. R. decreto 12 giugno che autorizza ad operare in Italia la Società francese, sedente in Parigi, detta Compagnie du Soleil.	[780, 2053, 1001, 2106]
paragraph: In conseguenza, la Corte, premesse le proposte del P. M., emetteva sentenza, condannando:	[544, 1568, 766, 1608]
subheading: Morti all'ospedale.	[153, 1011, 252, 1025]
table-row: Obbligazioni dette	[1252, 579, 1343, 591]
paragraph: Barometro a mezzodì = 764,3. Termometro centigrado: massimo = 30,7 — minimo = 17,1. Massimo term. al piano della città = 32,5 c. Umidità media del giorno: relativa = 53 — assoluta = 17,53. Vento dominante: Da N. a SW. Stato del cielo: Bello.	[109, 1189, 296, 1294]
lotto-table	[109, 1336, 296, 1430]
item-heading: Grandinate.	[554, 1970, 624, 1983]
item-heading: Il misfatto di Genova.	[554, 2078, 685, 2092]
table-row: Consolidato inglese 97 15/16 97 15/16	[1252, 779, 1500, 791]
paragraph: del valor nominale di L. 500 per gruppo, rimborsabili a L. 500 in soli 43 anni	[1268, 1102, 1483, 1128]
table-row: Firenze 75 — 30 — 52 — 17 — 54	[111, 1347, 294, 1359]
paragraph: Costantinopoli, 25. — Nel passaggio della Porta si crede che il Sultano sia per nominare capo della sua persona il presidente del consiglio dei ministri e non il presidente del consiglio.	[1015, 1386, 1236, 1452]
divider	[1267, 909, 1485, 910]
paragraph: Lo stato del ferito è abbastanza migliorato e i suoi timori nolli dei pericoli di sui si teme pel suo stato.	[780, 1130, 1001, 1169]
section-heading: BORSE DI COMMERCIO	[1015, 1718, 1236, 1732]
section-heading: CORRISPONDENZA TELEGRAFICA	[1015, 661, 1236, 675]
table-row: Londra 3 mesi 27 86 27 83	[1252, 508, 1500, 521]
section-heading: CONTE OTTAVIANO VIMERCATI	[119, 1436, 286, 1449]
column-2	[309, 173, 531, 1999]
lotteria-heading: Grande Lotteria di Beneficenza	[1295, 917, 1457, 930]
table-row: Mobiliare 489 50 479 50	[1252, 802, 1500, 815]
firenze-table	[1250, 474, 1502, 862]
